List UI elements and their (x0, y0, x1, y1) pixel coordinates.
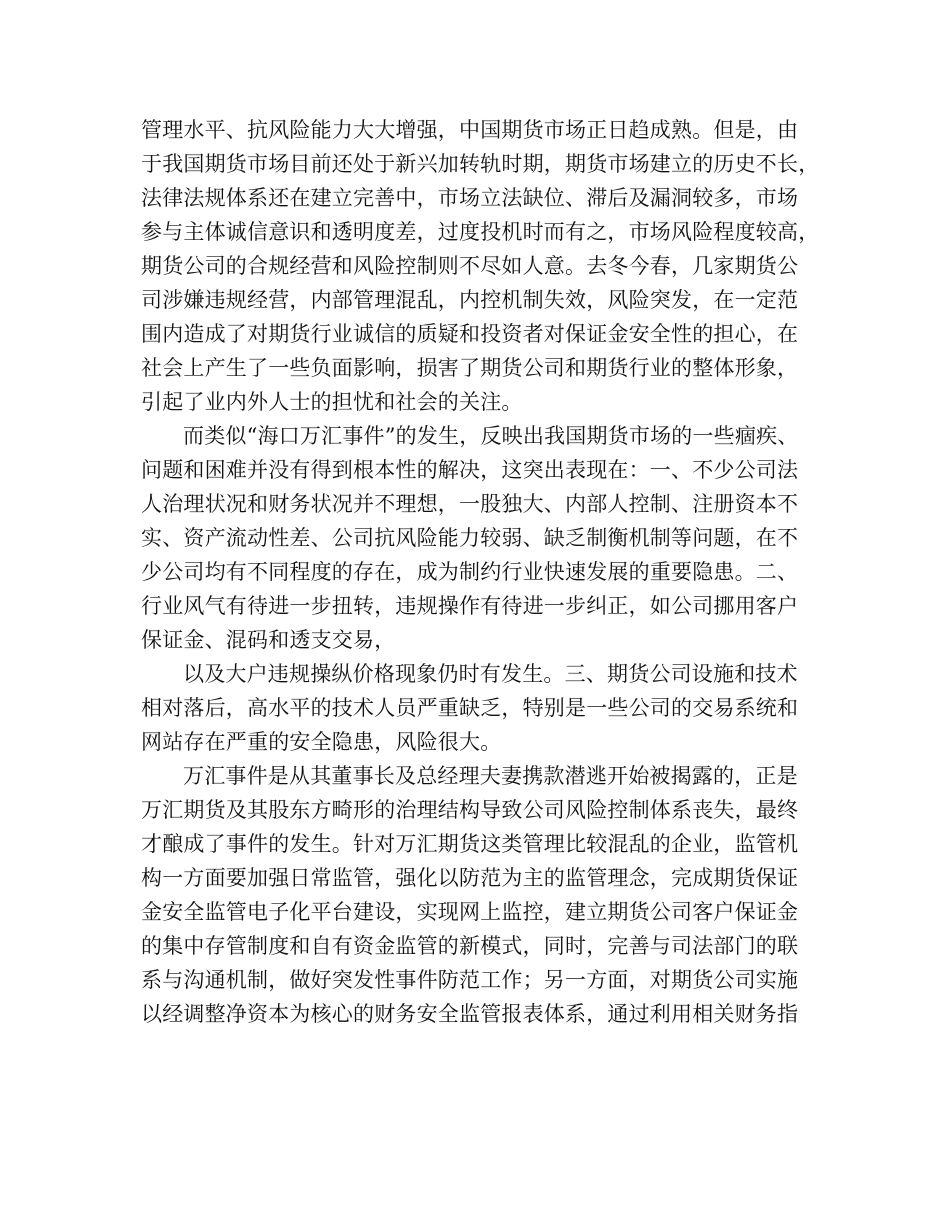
text-line: 才酿成了事件的发生。针对万汇期货这类管理比较混乱的企业，监管机 (141, 832, 799, 856)
text-line: 万汇期货及其股东方畸形的治理结构导致公司风险控制体系丧失，最终 (141, 798, 799, 822)
text-line: 而类似“海口万汇事件”的发生，反映出我国期货市场的一些痼疾、 (183, 424, 799, 448)
text-line: 管理水平、抗风险能力大大增强，中国期货市场正日趋成熟。但是，由 (141, 118, 799, 142)
text-line: 引起了业内外人士的担忧和社会的关注。 (141, 390, 523, 414)
text-line: 参与主体诚信意识和透明度差，过度投机时而有之，市场风险程度较高， (141, 220, 820, 244)
text-line: 围内造成了对期货行业诚信的质疑和投资者对保证金安全性的担心，在 (141, 322, 799, 346)
text-line: 少公司均有不同程度的存在，成为制约行业快速发展的重要隐患。二、 (141, 560, 799, 584)
paragraph-4 (141, 759, 821, 1031)
text-line: 相对落后，高水平的技术人员严重缺乏，特别是一些公司的交易系统和 (141, 696, 799, 720)
text-line: 以及大户违规操纵价格现象仍时有发生。三、期货公司设施和技术 (183, 662, 798, 686)
text-line: 保证金、混码和透支交易， (141, 628, 396, 652)
text-line: 问题和困难并没有得到根本性的解决，这突出表现在：一、不少公司法 (141, 458, 799, 482)
body-text (141, 113, 821, 1031)
text-line: 期货公司的合规经营和风险控制则不尽如人意。去冬今春，几家期货公 (141, 254, 799, 278)
text-line: 法律法规体系还在建立完善中，市场立法缺位、滞后及漏洞较多，市场 (141, 186, 799, 210)
text-line: 网站存在严重的安全隐患，风险很大。 (141, 730, 502, 754)
text-line: 于我国期货市场目前还处于新兴加转轨时期，期货市场建立的历史不长， (141, 152, 820, 176)
text-line: 以经调整净资本为核心的财务安全监管报表体系，通过利用相关财务指 (141, 1002, 799, 1026)
text-line: 人治理状况和财务状况并不理想，一股独大、内部人控制、注册资本不 (141, 492, 799, 516)
text-line: 构一方面要加强日常监管，强化以防范为主的监管理念，完成期货保证 (141, 866, 799, 890)
text-line: 系与沟通机制，做好突发性事件防范工作；另一方面，对期货公司实施 (141, 968, 799, 992)
text-line: 金安全监管电子化平台建设，实现网上监控，建立期货公司客户保证金 (141, 900, 799, 924)
text-line: 社会上产生了一些负面影响，损害了期货公司和期货行业的整体形象， (141, 356, 799, 380)
text-line: 的集中存管制度和自有资金监管的新模式，同时，完善与司法部门的联 (141, 934, 799, 958)
text-line: 万汇事件是从其董事长及总经理夫妻携款潜逃开始被揭露的，正是 (183, 764, 798, 788)
text-line: 实、资产流动性差、公司抗风险能力较弱、缺乏制衡机制等问题，在不 (141, 526, 799, 550)
paragraph-2 (141, 419, 821, 657)
paragraph-3 (141, 657, 821, 759)
text-line: 司涉嫌违规经营，内部管理混乱，内控机制失效，风险突发，在一定范 (141, 288, 799, 312)
paragraph-1 (141, 113, 821, 419)
text-line: 行业风气有待进一步扭转，违规操作有待进一步纠正，如公司挪用客户 (141, 594, 799, 618)
